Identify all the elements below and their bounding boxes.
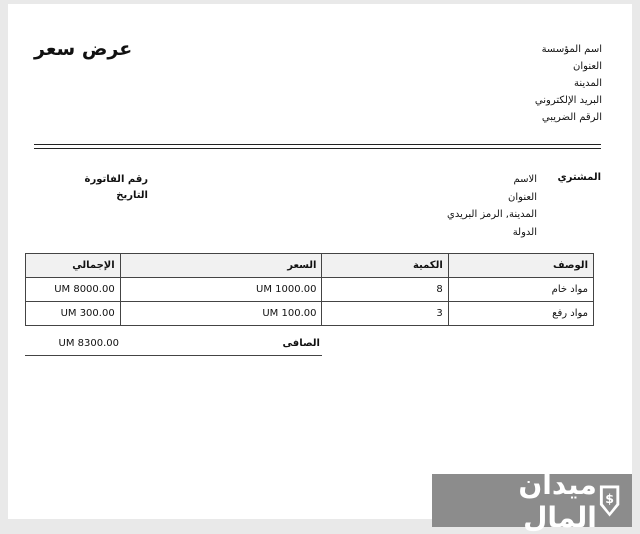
- invoice-date-label: التاريخ: [116, 190, 148, 201]
- document-title: عرض سعر: [34, 38, 133, 60]
- company-block: [535, 41, 602, 126]
- net-total-label: الصافى: [282, 338, 320, 349]
- cell-price: UM 1000.00: [120, 278, 322, 302]
- svg-text:$: $: [605, 490, 614, 506]
- divider-line: [34, 144, 601, 145]
- cell-quantity: 3: [322, 302, 448, 326]
- watermark-text: ميدان المال: [518, 467, 597, 534]
- divider-line: [34, 148, 601, 149]
- cell-quantity: 8: [322, 278, 448, 302]
- company-address: العنوان: [573, 61, 602, 72]
- net-total-value: UM 8300.00: [58, 338, 119, 349]
- dollar-shield-icon: [597, 483, 622, 519]
- invoice-meta: [34, 172, 148, 204]
- header-price: السعر: [120, 254, 322, 278]
- company-city: المدينة: [573, 78, 602, 89]
- company-tax-number: الرقم الضريبي: [541, 112, 602, 123]
- cell-price: UM 100.00: [120, 302, 322, 326]
- buyer-country: الدولة: [512, 226, 537, 238]
- buyer-label: المشتري: [557, 172, 601, 183]
- invoice-number-label: رقم الفاتورة: [84, 174, 148, 185]
- header-quantity: الكمية: [322, 254, 448, 278]
- buyer-block: [447, 171, 537, 241]
- company-email: البريد الإلكتروني: [534, 95, 602, 106]
- table-row: [26, 302, 594, 326]
- summary-row: [25, 333, 322, 356]
- buyer-city-zip: المدينة, الرمز البريدي: [447, 209, 537, 220]
- header-total: الإجمالي: [26, 254, 121, 278]
- header-description: الوصف: [448, 254, 593, 278]
- buyer-address: العنوان: [508, 191, 537, 203]
- cell-description: مواد خام: [448, 278, 593, 302]
- items-table: [25, 253, 594, 326]
- watermark-logo: [432, 467, 632, 534]
- cell-total: UM 300.00: [26, 302, 121, 326]
- company-name: اسم المؤسسة: [541, 44, 602, 55]
- buyer-name: الاسم: [513, 174, 537, 185]
- table-header-row: [26, 254, 594, 278]
- cell-description: مواد رفع: [448, 302, 593, 326]
- table-row: [26, 278, 594, 302]
- cell-total: UM 8000.00: [26, 278, 121, 302]
